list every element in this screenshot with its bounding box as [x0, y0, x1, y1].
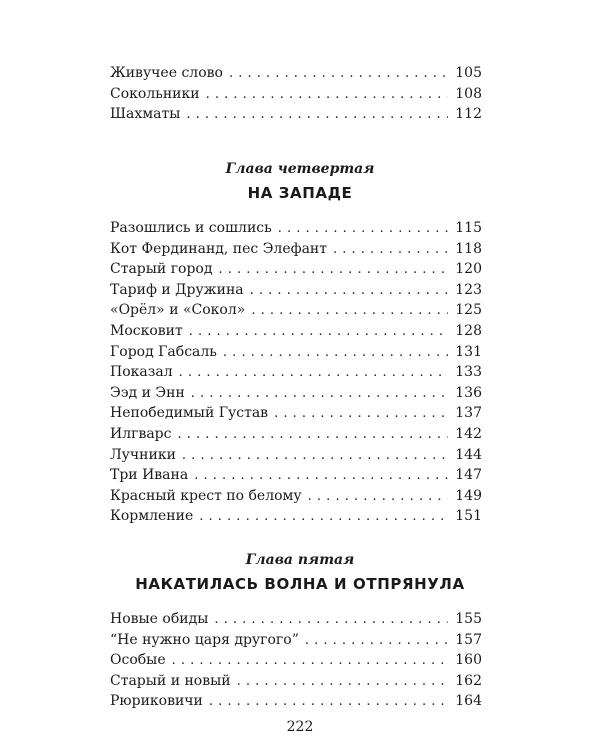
chapter-four-label: Глава четвертая: [225, 161, 375, 177]
toc-entry: [110, 362, 482, 383]
toc-entry-title: Сокольники: [110, 85, 200, 102]
toc-entry-page: 123: [455, 281, 482, 298]
toc-entry-title: Илгварс: [110, 425, 172, 442]
toc-leader-dots: [278, 219, 448, 240]
toc-entry-title: Тариф и Дружина: [110, 281, 244, 298]
toc-entry-page: 164: [455, 693, 482, 710]
toc-leader-dots: [179, 363, 448, 384]
toc-entry: [110, 259, 482, 280]
toc-entry-title: Ээд и Энн: [110, 384, 185, 401]
toc-entry-page: 160: [455, 652, 482, 669]
toc-entry-page: 147: [455, 467, 482, 484]
toc-leader-dots: [186, 105, 448, 126]
toc-entry-title: Разошлись и сошлись: [110, 220, 272, 236]
toc-entry: [110, 506, 482, 527]
toc-entry-title: Лучники: [110, 446, 176, 463]
toc-leader-dots: [229, 64, 448, 85]
chapter-five-title: НАКАТИЛАСЬ ВОЛНА И ОТПРЯНУЛА: [135, 575, 465, 593]
toc-leader-dots: [214, 610, 448, 631]
toc-entry: [110, 650, 482, 671]
toc-leader-dots: [305, 631, 448, 652]
toc-entry-page: 118: [455, 240, 482, 257]
toc-entry: [110, 321, 482, 342]
toc-entry-title: «Орёл» и «Сокол»: [110, 302, 246, 319]
toc-leader-dots: [251, 301, 448, 322]
toc-entry-title: Живучее слово: [110, 65, 223, 81]
toc-entry: [110, 691, 482, 712]
toc-entry: [110, 445, 482, 466]
page-number: 222: [286, 719, 314, 735]
toc-entry: [110, 403, 482, 424]
toc-leader-dots: [223, 343, 448, 364]
toc-entry-page: 120: [455, 261, 482, 278]
toc-leader-dots: [172, 651, 448, 672]
toc-leader-dots: [250, 281, 448, 302]
toc-entry: [110, 465, 482, 486]
toc-entry-page: 133: [455, 364, 482, 381]
toc-entry: [110, 104, 482, 125]
toc-entry-title: Старый город: [110, 261, 213, 278]
toc-entry-page: 128: [455, 322, 482, 339]
toc-leader-dots: [308, 487, 448, 508]
toc-entry-page: 155: [455, 611, 482, 627]
toc-entry-title: Красный крест по белому: [110, 487, 302, 504]
toc-leader-dots: [189, 322, 448, 343]
toc-entry-title: Рюриковичи: [110, 693, 203, 710]
toc-entry-page: 105: [455, 65, 482, 81]
toc-entry: [110, 239, 482, 260]
toc-entry-title: Показал: [110, 364, 173, 381]
toc-entry-title: Три Ивана: [110, 467, 189, 484]
toc-entry-title: “Не нужно царя другого”: [110, 631, 299, 648]
toc-entry-page: 137: [455, 405, 482, 422]
toc-entry: [110, 609, 482, 630]
toc-entry-page: 151: [455, 508, 482, 525]
toc-leader-dots: [274, 404, 448, 425]
toc-entry: [110, 630, 482, 651]
toc-entry: [110, 671, 482, 692]
toc-entry: [110, 63, 482, 84]
toc-entry-page: 136: [455, 384, 482, 401]
toc-entry: [110, 342, 482, 363]
toc-leader-dots: [194, 466, 448, 487]
toc-entry-page: 162: [455, 672, 482, 689]
toc-list-chapter-four: [110, 218, 482, 527]
toc-leader-dots: [191, 384, 448, 405]
toc-leader-dots: [182, 446, 448, 467]
toc-entry-page: 157: [455, 631, 482, 648]
chapter-five-label: Глава пятая: [245, 552, 355, 568]
toc-entry-title: Кормление: [110, 508, 194, 525]
toc-leader-dots: [218, 260, 448, 281]
toc-entry: [110, 383, 482, 404]
toc-entry-page: 112: [455, 106, 482, 123]
toc-leader-dots: [206, 85, 448, 106]
toc-leader-dots: [237, 672, 448, 693]
toc-entry-title: Московит: [110, 322, 183, 339]
toc-leader-dots: [177, 425, 448, 446]
toc-entry-page: 125: [455, 302, 482, 319]
toc-entry-title: Особые: [110, 652, 166, 669]
toc-entry-title: Новые обиды: [110, 611, 209, 627]
toc-entry-page: 142: [455, 425, 482, 442]
toc-entry-title: Шахматы: [110, 106, 181, 123]
toc-leader-dots: [209, 692, 448, 713]
toc-entry-title: Город Габсаль: [110, 343, 217, 360]
toc-leader-dots: [199, 507, 448, 528]
toc-entry: [110, 300, 482, 321]
toc-entry-page: 131: [455, 343, 482, 360]
toc-entry: [110, 84, 482, 105]
toc-entry: [110, 218, 482, 239]
toc-list-previous-chapter: [110, 63, 482, 125]
toc-entry-page: 144: [455, 446, 482, 463]
toc-leader-dots: [333, 240, 448, 261]
toc-entry: [110, 280, 482, 301]
toc-entry-title: Кот Фердинанд, пес Элефант: [110, 240, 327, 257]
toc-list-chapter-five: [110, 609, 482, 712]
toc-entry-page: 149: [455, 487, 482, 504]
toc-entry-page: 108: [455, 85, 482, 102]
toc-entry: [110, 486, 482, 507]
toc-entry-title: Непобедимый Густав: [110, 405, 269, 422]
toc-entry: [110, 424, 482, 445]
toc-entry-title: Старый и новый: [110, 672, 231, 689]
toc-entry-page: 115: [455, 220, 482, 236]
chapter-four-title: НА ЗАПАДЕ: [247, 184, 353, 202]
